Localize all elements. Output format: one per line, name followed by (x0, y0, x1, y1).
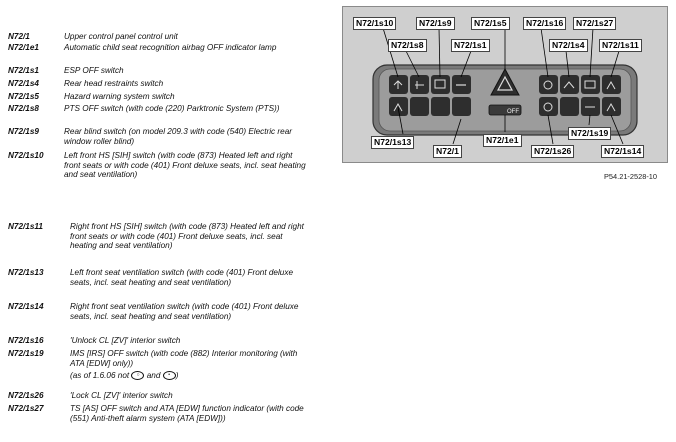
label-s14: N72/1s14 (601, 145, 644, 158)
legend-code: N72/1s19 (8, 349, 44, 358)
legend-code: N72/1s11 (8, 222, 43, 231)
legend-desc: Hazard warning system switch (64, 92, 175, 101)
legend-code: N72/1s4 (8, 79, 39, 88)
legend-code: N72/1s26 (8, 391, 44, 400)
note-suffix: ) (175, 371, 179, 380)
ims-icon: ○ (131, 371, 144, 380)
switch-blank-1 (410, 97, 429, 116)
switch-s14[interactable] (602, 97, 621, 116)
legend-code: N72/1s16 (8, 336, 44, 345)
label-s27: N72/1s27 (573, 17, 616, 30)
legend-desc: ESP OFF switch (64, 66, 124, 75)
legend-code: N72/1s8 (8, 104, 39, 113)
label-s16: N72/1s16 (523, 17, 566, 30)
legend-desc: PTS OFF switch (with code (220) Parktronic System (PTS)) (64, 104, 280, 113)
legend-code: N72/1s27 (8, 404, 44, 413)
switch-blank-4 (560, 97, 579, 116)
legend-code: N72/1s10 (8, 151, 44, 160)
legend-desc: Rear blind switch (on model 209.3 with code (540) Electric rear window roller blind) (64, 127, 292, 146)
legend-desc: 'Unlock CL [ZV]' interior switch (70, 336, 181, 345)
label-s19: N72/1s19 (568, 127, 611, 140)
legend-desc: Right front HS [SIH] switch (with code (873) Heated left and right front seats or with code (401) Front deluxe seats, incl. seat heating and seat ventilation) (70, 222, 304, 251)
switch-s13[interactable] (389, 97, 408, 116)
label-s11: N72/1s11 (599, 39, 642, 52)
legend-code: N72/1s13 (8, 268, 44, 277)
legend-code: N72/1 (8, 32, 30, 41)
airbag-off-text: OFF (507, 109, 519, 115)
label-s5: N72/1s5 (471, 17, 510, 30)
legend-desc: Rear head restraints switch (64, 79, 164, 88)
round-switch-icon: • (163, 371, 176, 380)
label-s10: N72/1s10 (353, 17, 396, 30)
legend-desc: Automatic child seat recognition airbag OFF indicator lamp (64, 43, 277, 52)
switch-s16[interactable] (539, 75, 558, 94)
legend-desc: Upper control panel control unit (64, 32, 178, 41)
legend-desc: 'Lock CL [ZV]' interior switch (70, 391, 173, 400)
switch-s11[interactable] (602, 75, 621, 94)
control-panel-figure (342, 6, 668, 163)
legend-code: N72/1s14 (8, 302, 44, 311)
legend-code: N72/1s1 (8, 66, 39, 75)
switch-s26[interactable] (539, 97, 558, 116)
label-s26: N72/1s26 (531, 145, 574, 158)
label-s13: N72/1s13 (371, 136, 414, 149)
legend-desc: IMS [IRS] OFF switch (with code (882) Interior monitoring (with ATA [EDW] only)) (70, 349, 298, 368)
switch-s27[interactable] (581, 75, 600, 94)
switch-blank-2 (431, 97, 450, 116)
label-s9: N72/1s9 (416, 17, 455, 30)
label-e1: N72/1e1 (483, 134, 522, 147)
legend-code: N72/1e1 (8, 43, 39, 52)
label-s4: N72/1s4 (549, 39, 588, 52)
label-s8: N72/1s8 (388, 39, 427, 52)
legend-code: N72/1s9 (8, 127, 39, 136)
legend-desc: Right front seat ventilation switch (with code (401) Front deluxe seats, incl. seat heating and seat ventilation) (70, 302, 299, 321)
legend-code: N72/1s5 (8, 92, 39, 101)
note-prefix: (as of 1.6.06 not (70, 371, 130, 380)
switch-s9[interactable] (431, 75, 450, 94)
legend-desc: Left front seat ventilation switch (with code (401) Front deluxe seats, incl. seat heating and seat ventilation) (70, 268, 293, 287)
figure-reference: P54.21-2528-10 (604, 172, 658, 181)
legend-note (70, 371, 310, 381)
legend-desc: Left front HS [SIH] switch (with code (873) Heated left and right front seats or with code (401) Front deluxe seats, incl. seat heating and seat ventilation) (64, 151, 306, 180)
label-n72-1: N72/1 (433, 145, 462, 158)
note-middle: and (146, 371, 161, 380)
legend-desc: TS [AS] OFF switch and ATA [EDW] function indicator (with code (551) Anti-theft alarm system (ATA [EDW])) (70, 404, 304, 423)
label-s1: N72/1s1 (451, 39, 490, 52)
switch-s4[interactable] (560, 75, 579, 94)
switch-blank-3 (452, 97, 471, 116)
